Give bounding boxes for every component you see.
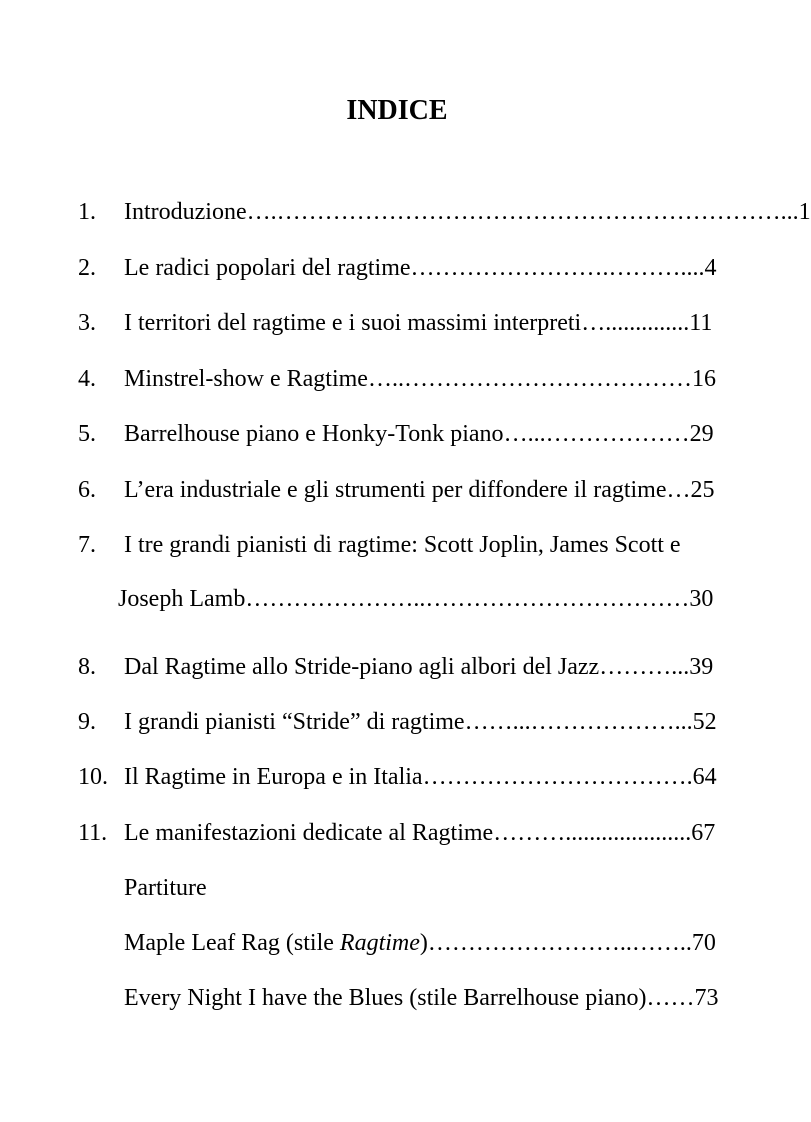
page-number: 70 xyxy=(691,930,716,956)
page-number: 1 xyxy=(798,199,811,225)
toc-entry-title: Le radici popolari del ragtime xyxy=(124,255,411,281)
toc-entry-text xyxy=(124,533,681,557)
toc-entry-text xyxy=(124,422,714,446)
toc-entry-number: 8. xyxy=(78,654,96,680)
scores-heading: Partiture xyxy=(124,875,207,901)
toc-entry-number: 6. xyxy=(78,477,96,503)
dot-leader: ……………………………. xyxy=(422,764,693,790)
toc-entry-text xyxy=(124,256,717,280)
page-number: 64 xyxy=(692,764,717,790)
toc-entry-9 xyxy=(0,710,794,734)
toc-entry-3 xyxy=(0,311,794,335)
dot-leader: …..……………………………… xyxy=(367,366,692,392)
page-number: 39 xyxy=(689,654,714,680)
toc-entry-title: I tre grandi pianisti di ragtime: Scott Joplin, James Scott e xyxy=(124,532,681,558)
dot-leader: …………………….……….... xyxy=(410,255,705,281)
toc-entry-6 xyxy=(0,478,794,502)
toc-entry-text xyxy=(118,587,713,611)
toc-entry-text xyxy=(124,821,715,845)
toc-entry-7 xyxy=(0,533,794,557)
toc-entry-number: 9. xyxy=(78,709,96,735)
score-title: Maple Leaf Rag (stile xyxy=(124,930,340,956)
page-number: 11 xyxy=(689,310,713,336)
dot-leader: ………..................... xyxy=(493,820,692,846)
toc-entry-title-continued: Joseph Lamb xyxy=(118,586,246,612)
toc-entry-title: Dal Ragtime allo Stride-piano agli albori del Jazz xyxy=(124,654,600,680)
toc-entry-title: Minstrel-show e Ragtime xyxy=(124,366,368,392)
toc-entry-title: Barrelhouse piano e Honky-Tonk piano xyxy=(124,421,504,447)
toc-entry-title: L’era industriale e gli strumenti per diffondere il ragtime xyxy=(124,477,667,503)
toc-entry-number: 10. xyxy=(78,764,108,790)
dot-leader: ……...………………... xyxy=(464,709,693,735)
page-number: 25 xyxy=(690,477,715,503)
toc-entry-2 xyxy=(0,256,794,280)
toc-entry-text xyxy=(124,765,717,789)
page-number: 4 xyxy=(704,255,717,281)
toc-entry-text xyxy=(124,200,811,224)
toc-entry-number: 2. xyxy=(78,255,96,281)
dot-leader: …………………..…………………………… xyxy=(245,586,690,612)
dot-leader: …… xyxy=(646,985,695,1011)
page-number: 73 xyxy=(694,985,719,1011)
toc-entry-4 xyxy=(0,367,794,391)
score-entry-1 xyxy=(0,931,794,955)
dot-leader: ….………………………………………………………... xyxy=(246,199,799,225)
toc-entry-text xyxy=(124,311,712,335)
toc-entry-5 xyxy=(0,422,794,446)
toc-entry-number: 5. xyxy=(78,421,96,447)
toc-entry-title: I grandi pianisti “Stride” di ragtime xyxy=(124,709,465,735)
score-title: Every Night I have the Blues (stile Barrelhouse piano) xyxy=(124,985,647,1011)
score-title-end: ) xyxy=(419,930,428,956)
page-number: 67 xyxy=(691,820,716,846)
toc-entry-8 xyxy=(0,655,794,679)
dot-leader: …...……………… xyxy=(503,421,690,447)
toc-entry-number: 7. xyxy=(78,532,96,558)
toc-entry-title: Introduzione xyxy=(124,199,247,225)
score-title-italic: Ragtime xyxy=(339,930,420,956)
page-number: 16 xyxy=(691,366,716,392)
toc-entry-1 xyxy=(0,199,811,225)
page-title: INDICE xyxy=(346,95,448,126)
toc-entry-title: Il Ragtime in Europa e in Italia xyxy=(124,764,423,790)
toc-entry-number: 1. xyxy=(78,199,96,225)
page-number: 52 xyxy=(692,709,717,735)
toc-entry-text xyxy=(124,655,713,679)
page-number: 30 xyxy=(689,586,714,612)
scores-heading-row xyxy=(0,876,794,900)
toc-entry-title: Le manifestazioni dedicate al Ragtime xyxy=(124,820,494,846)
toc-entry-10 xyxy=(0,765,794,789)
dot-leader: ………... xyxy=(599,654,690,680)
page-number: 29 xyxy=(689,421,714,447)
toc-entry-text xyxy=(124,986,719,1010)
toc-entry-text xyxy=(124,478,715,502)
toc-entry-text xyxy=(124,710,717,734)
toc-entry-text xyxy=(124,931,716,955)
toc-entry-number: 4. xyxy=(78,366,96,392)
toc-entry-11 xyxy=(0,821,794,845)
dot-leader: ….............. xyxy=(581,310,690,336)
toc-entry-7-continued xyxy=(0,587,794,611)
toc-entry-text xyxy=(124,367,716,391)
toc-entry-number: 11. xyxy=(78,820,108,846)
dot-leader: ……………………..…….. xyxy=(427,930,692,956)
toc-entry-number: 3. xyxy=(78,310,96,336)
toc-entry-title: I territori del ragtime e i suoi massimi interpreti xyxy=(124,310,582,336)
score-entry-2 xyxy=(0,986,794,1010)
dot-leader: … xyxy=(666,477,691,503)
